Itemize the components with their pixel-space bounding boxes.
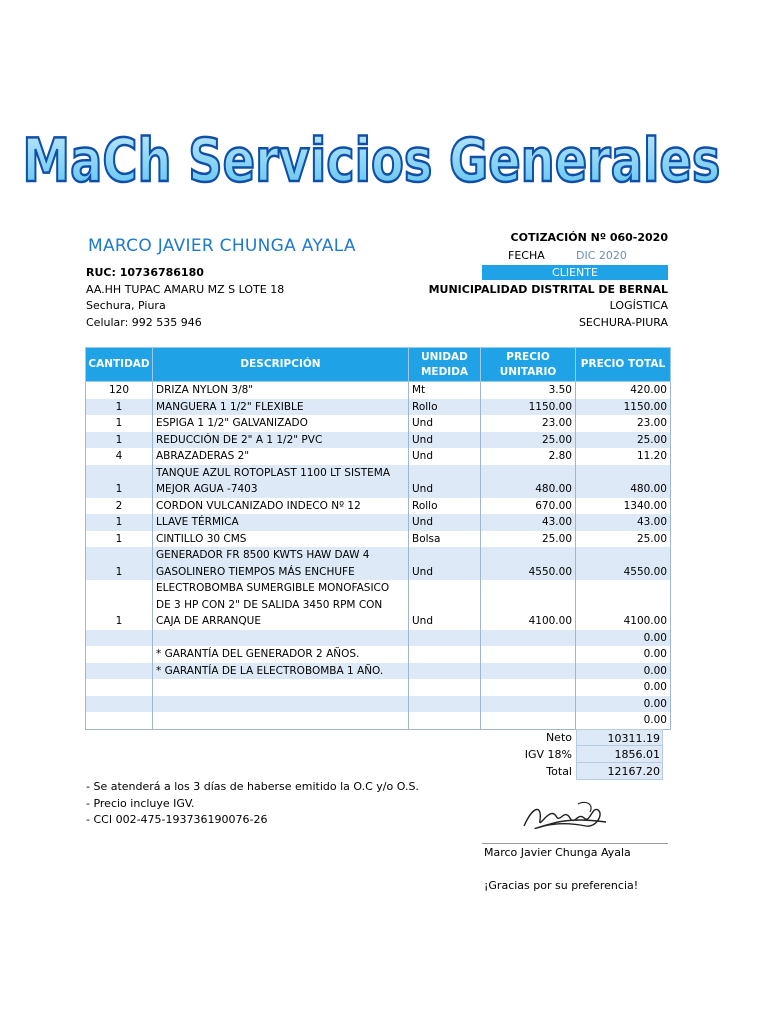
cell-total-price: 0.00 bbox=[576, 679, 671, 696]
cell-description: CORDON VULCANIZADO INDECO Nº 12 bbox=[153, 498, 409, 515]
cell-description: ELECTROBOMBA SUMERGIBLE MONOFASICO DE 3 HP CON 2" DE SALIDA 3450 RPM CON CAJA DE ARRANQUE bbox=[153, 580, 409, 630]
cell-description bbox=[153, 679, 409, 696]
igv-label: IGV 18% bbox=[524, 748, 572, 761]
cell-unit bbox=[409, 630, 481, 647]
cell-quantity: 1 bbox=[86, 465, 153, 498]
cell-total-price: 23.00 bbox=[576, 415, 671, 432]
cell-total-price: 11.20 bbox=[576, 448, 671, 465]
cell-unit-price bbox=[481, 630, 576, 647]
cell-quantity: 1 bbox=[86, 399, 153, 416]
cell-quantity: 1 bbox=[86, 531, 153, 548]
cell-unit-price: 4100.00 bbox=[481, 580, 576, 630]
table-row bbox=[86, 448, 671, 465]
cell-description: TANQUE AZUL ROTOPLAST 1100 LT SISTEMA MEJOR AGUA -7403 bbox=[153, 465, 409, 498]
note-delivery: - Se atenderá a los 3 días de haberse emitido la O.C y/o O.S. bbox=[86, 780, 419, 793]
cell-unit-price: 670.00 bbox=[481, 498, 576, 515]
totals-block bbox=[482, 729, 663, 780]
table-body bbox=[86, 382, 671, 730]
cell-quantity bbox=[86, 663, 153, 680]
cell-unit-price: 1150.00 bbox=[481, 399, 576, 416]
signature-image bbox=[520, 796, 610, 840]
cell-unit-price bbox=[481, 646, 576, 663]
cell-total-price: 420.00 bbox=[576, 382, 671, 399]
items-table bbox=[85, 347, 671, 730]
cell-unit-price bbox=[481, 696, 576, 713]
cell-quantity bbox=[86, 679, 153, 696]
cell-quantity bbox=[86, 712, 153, 729]
address: AA.HH TUPAC AMARU MZ S LOTE 18 bbox=[86, 283, 285, 296]
cell-quantity bbox=[86, 646, 153, 663]
cell-quantity: 1 bbox=[86, 415, 153, 432]
cell-unit bbox=[409, 712, 481, 729]
signer-name: Marco Javier Chunga Ayala bbox=[484, 846, 631, 859]
table-row bbox=[86, 547, 671, 580]
cell-description: CINTILLO 30 CMS bbox=[153, 531, 409, 548]
cell-description: * GARANTÍA DEL GENERADOR 2 AÑOS. bbox=[153, 646, 409, 663]
cell-total-price: 4100.00 bbox=[576, 580, 671, 630]
cell-description bbox=[153, 630, 409, 647]
cell-unit bbox=[409, 696, 481, 713]
table-row bbox=[86, 531, 671, 548]
header-unidad: UNIDAD MEDIDA bbox=[409, 348, 481, 382]
cell-unit-price bbox=[481, 712, 576, 729]
cell-unit: Und bbox=[409, 448, 481, 465]
cell-unit: Bolsa bbox=[409, 531, 481, 548]
table-row bbox=[86, 399, 671, 416]
cell-unit-price: 3.50 bbox=[481, 382, 576, 399]
cell-total-price: 0.00 bbox=[576, 630, 671, 647]
total-value: 12167.20 bbox=[576, 763, 663, 780]
cell-total-price: 480.00 bbox=[576, 465, 671, 498]
cell-unit-price: 4550.00 bbox=[481, 547, 576, 580]
cell-quantity: 4 bbox=[86, 448, 153, 465]
cell-description bbox=[153, 696, 409, 713]
cell-unit-price: 480.00 bbox=[481, 465, 576, 498]
cell-unit bbox=[409, 679, 481, 696]
note-cci: - CCI 002-475-193736190076-26 bbox=[86, 813, 268, 826]
signature-line bbox=[482, 843, 668, 844]
cell-quantity: 2 bbox=[86, 498, 153, 515]
cell-description: ABRAZADERAS 2" bbox=[153, 448, 409, 465]
cell-unit-price: 2.80 bbox=[481, 448, 576, 465]
table-row bbox=[86, 382, 671, 399]
cell-description: MANGUERA 1 1/2" FLEXIBLE bbox=[153, 399, 409, 416]
table-row bbox=[86, 498, 671, 515]
cell-unit-price bbox=[481, 679, 576, 696]
header-descripcion: DESCRIPCIÓN bbox=[153, 348, 409, 382]
cell-total-price: 25.00 bbox=[576, 432, 671, 449]
cell-quantity: 1 bbox=[86, 547, 153, 580]
cell-unit: Und bbox=[409, 465, 481, 498]
cell-unit: Rollo bbox=[409, 498, 481, 515]
cell-description: ESPIGA 1 1/2" GALVANIZADO bbox=[153, 415, 409, 432]
header-precio-unitario: PRECIO UNITARIO bbox=[481, 348, 576, 382]
cell-unit: Und bbox=[409, 415, 481, 432]
quote-number: COTIZACIÓN Nº 060-2020 bbox=[510, 231, 668, 244]
igv-value: 1856.01 bbox=[576, 746, 663, 763]
cell-unit: Und bbox=[409, 580, 481, 630]
cell-unit: Und bbox=[409, 514, 481, 531]
phone: Celular: 992 535 946 bbox=[86, 316, 202, 329]
table-row bbox=[86, 630, 671, 647]
cell-total-price: 0.00 bbox=[576, 663, 671, 680]
cell-total-price: 0.00 bbox=[576, 646, 671, 663]
cell-unit: Und bbox=[409, 547, 481, 580]
cell-total-price: 4550.00 bbox=[576, 547, 671, 580]
cell-quantity: 1 bbox=[86, 432, 153, 449]
table-row bbox=[86, 696, 671, 713]
table-row bbox=[86, 432, 671, 449]
cell-description bbox=[153, 712, 409, 729]
cell-quantity: 1 bbox=[86, 514, 153, 531]
table-row bbox=[86, 514, 671, 531]
note-igv: - Precio incluye IGV. bbox=[86, 797, 195, 810]
cell-unit-price: 43.00 bbox=[481, 514, 576, 531]
cell-quantity bbox=[86, 630, 153, 647]
table-row bbox=[86, 679, 671, 696]
company-logo bbox=[22, 112, 721, 212]
table-row bbox=[86, 465, 671, 498]
neto-label: Neto bbox=[545, 731, 572, 744]
cell-unit bbox=[409, 663, 481, 680]
cell-unit-price: 25.00 bbox=[481, 531, 576, 548]
igv-row bbox=[482, 746, 663, 763]
cell-total-price: 1340.00 bbox=[576, 498, 671, 515]
date-value: DIC 2020 bbox=[576, 249, 627, 262]
header-cantidad: CANTIDAD bbox=[86, 348, 153, 382]
cell-unit bbox=[409, 646, 481, 663]
client-name: MUNICIPALIDAD DISTRITAL DE BERNAL bbox=[428, 283, 668, 296]
cell-description: DRIZA NYLON 3/8" bbox=[153, 382, 409, 399]
neto-value: 10311.19 bbox=[576, 729, 663, 746]
logo-text: MaCh Servicios Generales bbox=[22, 125, 721, 196]
table-row bbox=[86, 663, 671, 680]
cell-unit-price: 23.00 bbox=[481, 415, 576, 432]
date-label: FECHA bbox=[508, 249, 545, 262]
cell-total-price: 25.00 bbox=[576, 531, 671, 548]
thanks-message: ¡Gracias por su preferencia! bbox=[484, 879, 639, 892]
total-label: Total bbox=[546, 765, 572, 778]
city: Sechura, Piura bbox=[86, 299, 166, 312]
client-location: SECHURA-PIURA bbox=[578, 316, 668, 329]
cell-unit-price: 25.00 bbox=[481, 432, 576, 449]
cell-total-price: 43.00 bbox=[576, 514, 671, 531]
cell-description: LLAVE TÉRMICA bbox=[153, 514, 409, 531]
ruc: RUC: 10736786180 bbox=[86, 266, 204, 279]
cell-unit: Rollo bbox=[409, 399, 481, 416]
cell-quantity: 1 bbox=[86, 580, 153, 630]
neto-row bbox=[482, 729, 663, 746]
cell-description: GENERADOR FR 8500 KWTS HAW DAW 4 GASOLINERO TIEMPOS MÁS ENCHUFE bbox=[153, 547, 409, 580]
cell-total-price: 0.00 bbox=[576, 712, 671, 729]
cell-total-price: 0.00 bbox=[576, 696, 671, 713]
header-precio-total: PRECIO TOTAL bbox=[576, 348, 671, 382]
table-header-row bbox=[86, 348, 671, 382]
cell-unit-price bbox=[481, 663, 576, 680]
cell-description: * GARANTÍA DE LA ELECTROBOMBA 1 AÑO. bbox=[153, 663, 409, 680]
company-name: MARCO JAVIER CHUNGA AYALA bbox=[88, 236, 356, 256]
client-department: LOGÍSTICA bbox=[609, 299, 668, 312]
table-row bbox=[86, 712, 671, 729]
table-row bbox=[86, 646, 671, 663]
total-row bbox=[482, 763, 663, 780]
cell-quantity bbox=[86, 696, 153, 713]
client-label: CLIENTE bbox=[482, 265, 668, 280]
cell-unit: Mt bbox=[409, 382, 481, 399]
cell-unit: Und bbox=[409, 432, 481, 449]
cell-total-price: 1150.00 bbox=[576, 399, 671, 416]
table-row bbox=[86, 415, 671, 432]
table-row bbox=[86, 580, 671, 630]
cell-description: REDUCCIÓN DE 2" A 1 1/2" PVC bbox=[153, 432, 409, 449]
cell-quantity: 120 bbox=[86, 382, 153, 399]
